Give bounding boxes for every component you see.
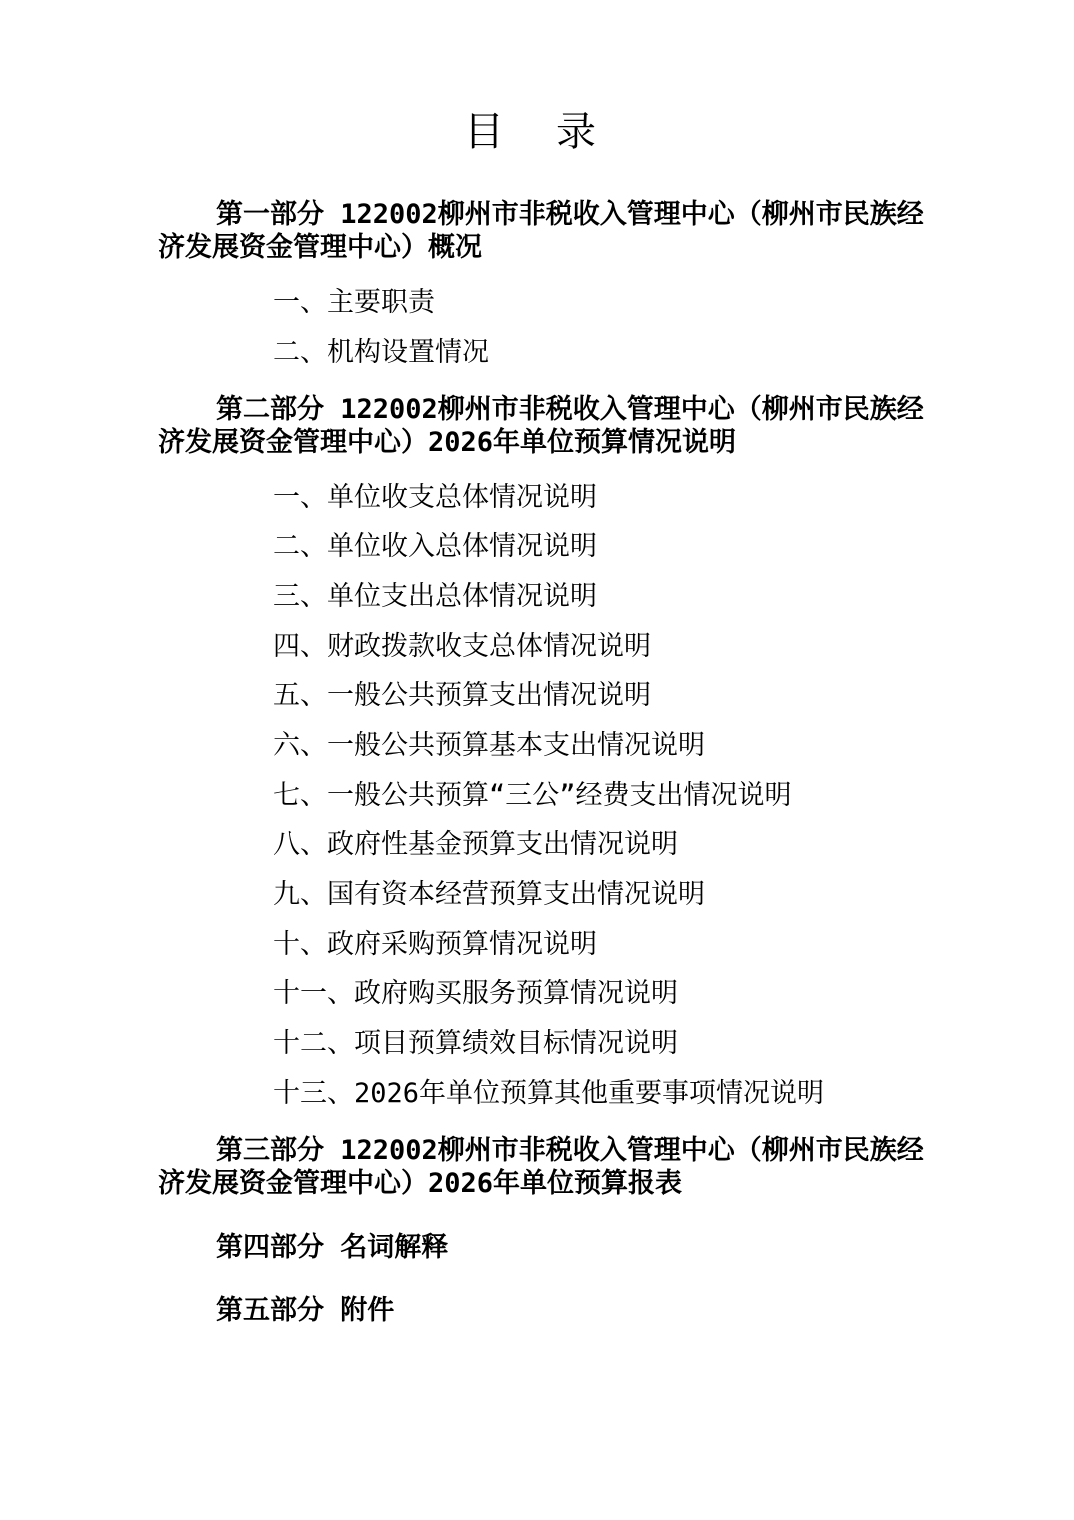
toc-item[interactable]: 六、一般公共预算基本支出情况说明 (273, 730, 705, 761)
part-heading-2[interactable]: 第二部分 122002柳州市非税收入管理中心（柳州市民族经济发展资金管理中心）2026年单位预算情况说明 (158, 394, 924, 458)
part-heading-4[interactable]: 第四部分 名词解释 (216, 1232, 449, 1263)
page-title: 目 录 (463, 109, 611, 155)
toc-item[interactable]: 一、单位收支总体情况说明 (273, 482, 597, 513)
toc-item[interactable]: 十二、项目预算绩效目标情况说明 (273, 1028, 678, 1059)
part-heading-3[interactable]: 第三部分 122002柳州市非税收入管理中心（柳州市民族经济发展资金管理中心）2026年单位预算报表 (158, 1135, 924, 1199)
toc-item[interactable]: 十三、2026年单位预算其他重要事项情况说明 (273, 1078, 825, 1109)
toc-item[interactable]: 四、财政拨款收支总体情况说明 (273, 631, 651, 662)
toc-item[interactable]: 九、国有资本经营预算支出情况说明 (273, 879, 705, 910)
toc-item[interactable]: 一、主要职责 (273, 287, 435, 318)
part-heading-1[interactable]: 第一部分 122002柳州市非税收入管理中心（柳州市民族经济发展资金管理中心）概况 (158, 199, 924, 263)
toc-item[interactable]: 七、一般公共预算“三公”经费支出情况说明 (273, 780, 792, 811)
toc-item[interactable]: 二、机构设置情况 (273, 337, 489, 368)
toc-item[interactable]: 十一、政府购买服务预算情况说明 (273, 978, 678, 1009)
toc-item[interactable]: 十、政府采购预算情况说明 (273, 929, 597, 960)
toc-item[interactable]: 二、单位收入总体情况说明 (273, 531, 597, 562)
toc-item[interactable]: 五、一般公共预算支出情况说明 (273, 680, 651, 711)
part-heading-5[interactable]: 第五部分 附件 (216, 1295, 395, 1326)
toc-item[interactable]: 八、政府性基金预算支出情况说明 (273, 829, 678, 860)
toc-item[interactable]: 三、单位支出总体情况说明 (273, 581, 597, 612)
